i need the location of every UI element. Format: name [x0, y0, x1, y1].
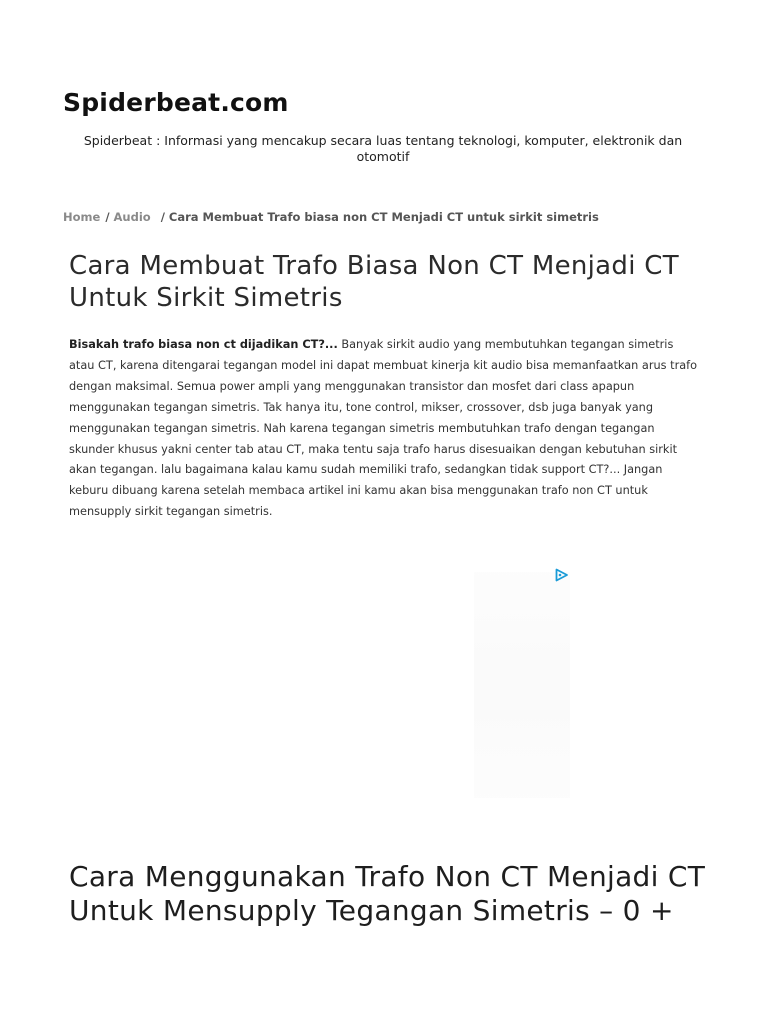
post-intro-lead: Bisakah trafo biasa non ct dijadikan CT?...	[69, 338, 338, 351]
breadcrumb	[63, 210, 599, 224]
section-heading: Cara Menggunakan Trafo Non CT Menjadi CT Untuk Mensupply Tegangan Simetris – 0 +	[69, 860, 706, 927]
post-intro-body: Banyak sirkit audio yang membutuhkan tegangan simetris atau CT, karena ditengarai tegangan model ini dapat membuat kinerja kit audio bisa memanfaatkan arus trafo dengan maksimal. Semua power ampli yang menggunakan transistor dan mosfet dari class apapun menggunakan tegangan simetris. Tak hanya itu, tone control, mikser, crossover, dsb juga banyak yang menggunakan tegangan simetris. Nah karena tegangan simetris membutuhkan trafo dengan tegangan skunder khusus yakni center tab atau CT, maka tentu saja trafo harus disesuaikan dengan kebutuhan sirkit akan tegangan. lalu bagaimana kalau kamu sudah memiliki trafo, sedangkan tidak support CT?... Jangan keburu dibuang karena setelah membaca artikel ini kamu akan bisa menggunakan trafo non CT untuk mensupply sirkit tegangan simetris.	[69, 338, 698, 519]
breadcrumb-separator: /	[105, 210, 110, 224]
post-title: Cara Membuat Trafo Biasa Non CT Menjadi CT Untuk Sirkit Simetris	[69, 251, 679, 313]
breadcrumb-current: Cara Membuat Trafo biasa non CT Menjadi CT untuk sirkit simetris	[168, 210, 599, 224]
ad-placeholder	[474, 572, 570, 798]
site-tagline: Spiderbeat : Informasi yang mencakup secara luas tentang teknologi, komputer, elektronik dan otomotif	[83, 133, 683, 164]
breadcrumb-separator: /	[160, 210, 165, 224]
post-intro	[69, 335, 701, 523]
breadcrumb-category-link[interactable]: Audio	[113, 210, 151, 224]
adchoices-icon[interactable]	[554, 568, 570, 582]
breadcrumb-home-link[interactable]: Home	[63, 210, 101, 224]
ad-slot[interactable]	[468, 564, 578, 800]
site-title-link[interactable]: Spiderbeat.com	[63, 88, 289, 117]
